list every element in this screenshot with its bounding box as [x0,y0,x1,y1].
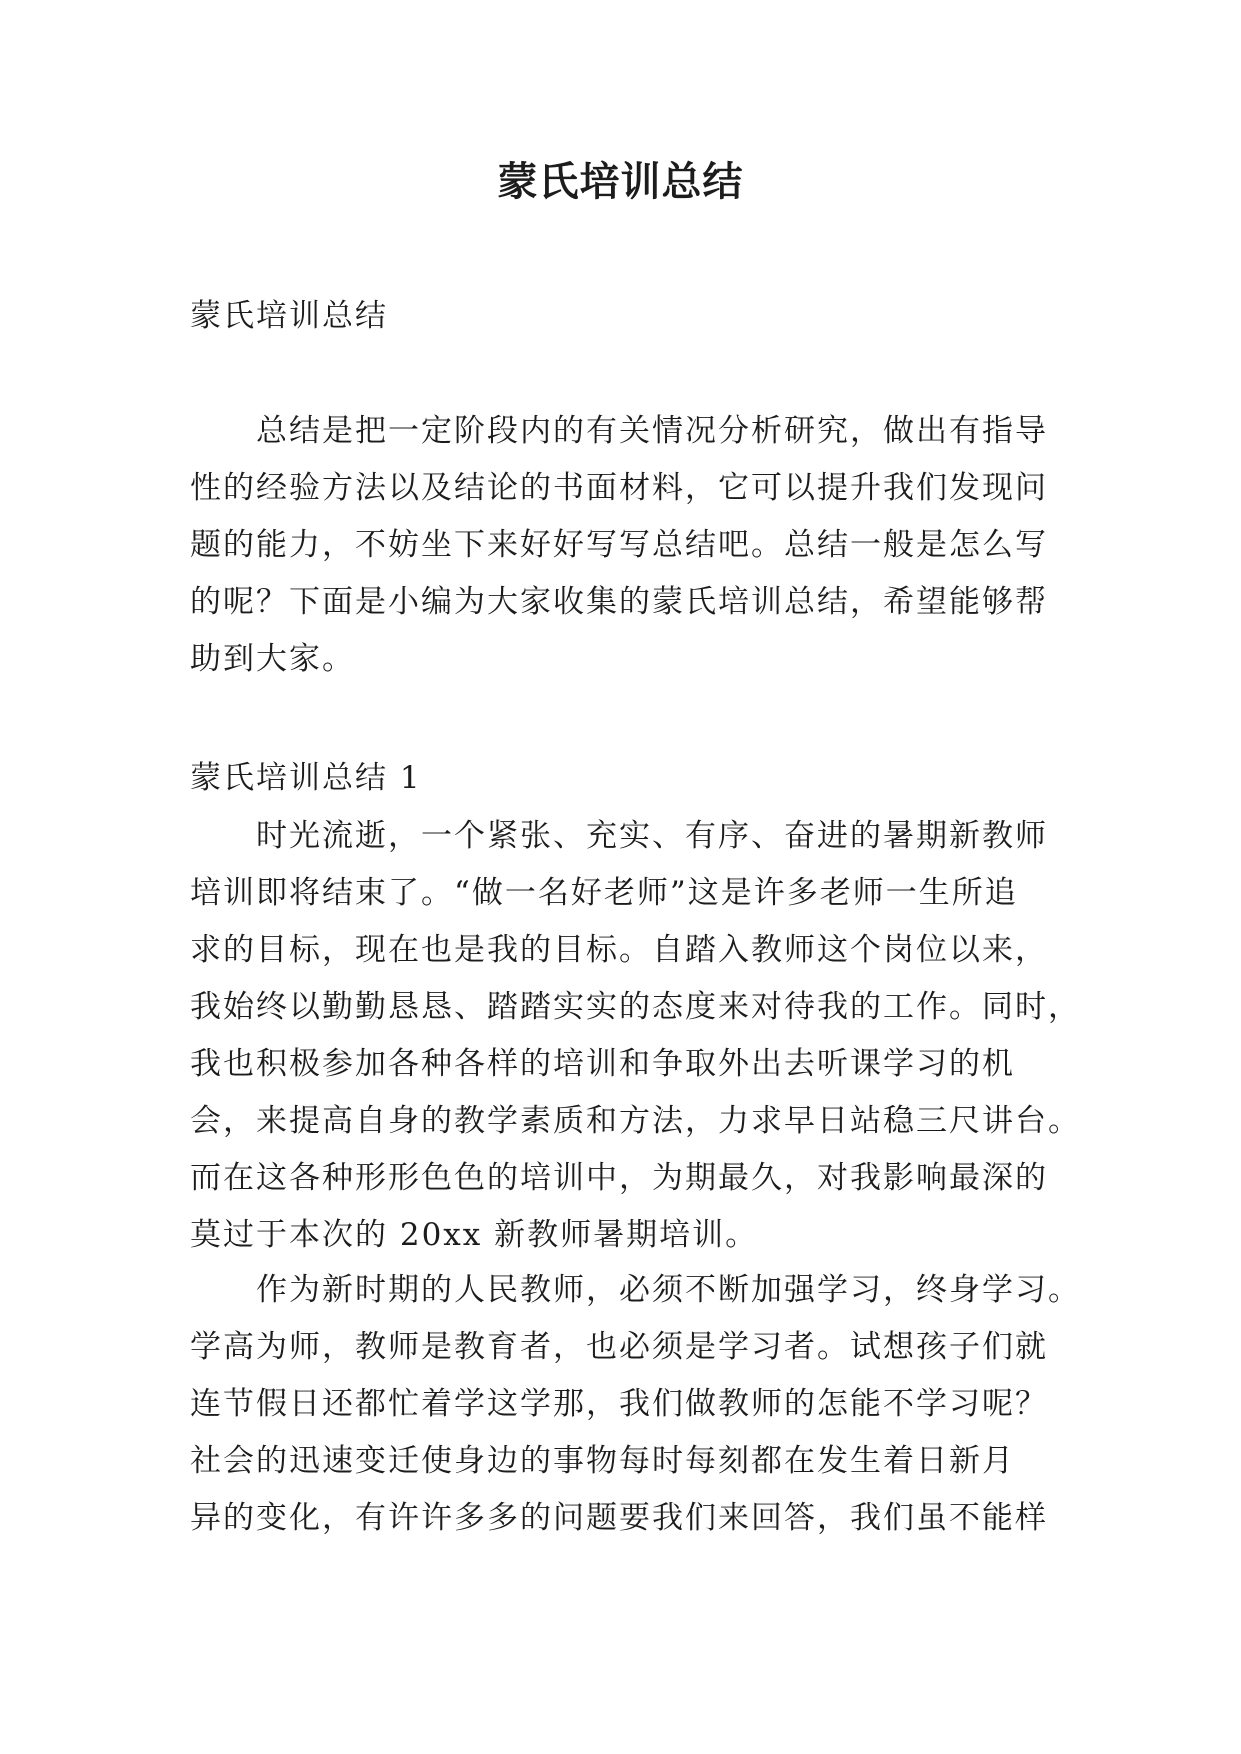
text-line: 连节假日还都忙着学这学那，我们做教师的怎能不学习呢？ [190,1386,1048,1422]
text-line: 异的变化，有许许多多的问题要我们来回答，我们虽不能样 [190,1500,1048,1536]
text-line: 社会的迅速变迁使身边的事物每时每刻都在发生着日新月 [190,1443,1015,1479]
text-line: 莫过于本次的 20xx 新教师暑期培训。 [190,1217,759,1253]
body-paragraph-2 [190,1262,1081,1547]
document-subtitle: 蒙氏培训总结 [190,298,388,334]
intro-paragraph [190,403,1070,688]
text-line: 时光流逝，一个紧张、充实、有序、奋进的暑期新教师 [256,818,1048,854]
text-line: 性的经验方法以及结论的书面材料，它可以提升我们发现问 [190,470,1048,506]
text-line: 我始终以勤勤恳恳、踏踏实实的态度来对待我的工作。同时， [190,989,1081,1025]
text-line: 助到大家。 [190,641,355,677]
text-line: 会，来提高自身的教学素质和方法，力求早日站稳三尺讲台。 [190,1103,1081,1139]
section-heading [190,750,1070,807]
text-line: 题的能力，不妨坐下来好好写写总结吧。总结一般是怎么写 [190,527,1048,563]
text-line: 学高为师，教师是教育者，也必须是学习者。试想孩子们就 [190,1329,1048,1365]
text-line: 的呢？下面是小编为大家收集的蒙氏培训总结，希望能够帮 [190,584,1048,620]
text-line: 作为新时期的人民教师，必须不断加强学习，终身学习。 [256,1272,1081,1308]
text-line: 求的目标，现在也是我的目标。自踏入教师这个岗位以来， [190,932,1048,968]
document-title: 蒙氏培训总结 [497,159,744,205]
body-paragraph-1 [190,808,1081,1264]
section-heading-text: 蒙氏培训总结 1 [190,760,422,796]
text-line: 总结是把一定阶段内的有关情况分析研究，做出有指导 [256,413,1048,449]
text-line: 我也积极参加各种各样的培训和争取外出去听课学习的机 [190,1046,1015,1082]
text-line: 培训即将结束了。“做一名好老师”这是许多老师一生所追 [190,875,1018,911]
text-line: 而在这各种形形色色的培训中，为期最久，对我影响最深的 [190,1160,1048,1196]
